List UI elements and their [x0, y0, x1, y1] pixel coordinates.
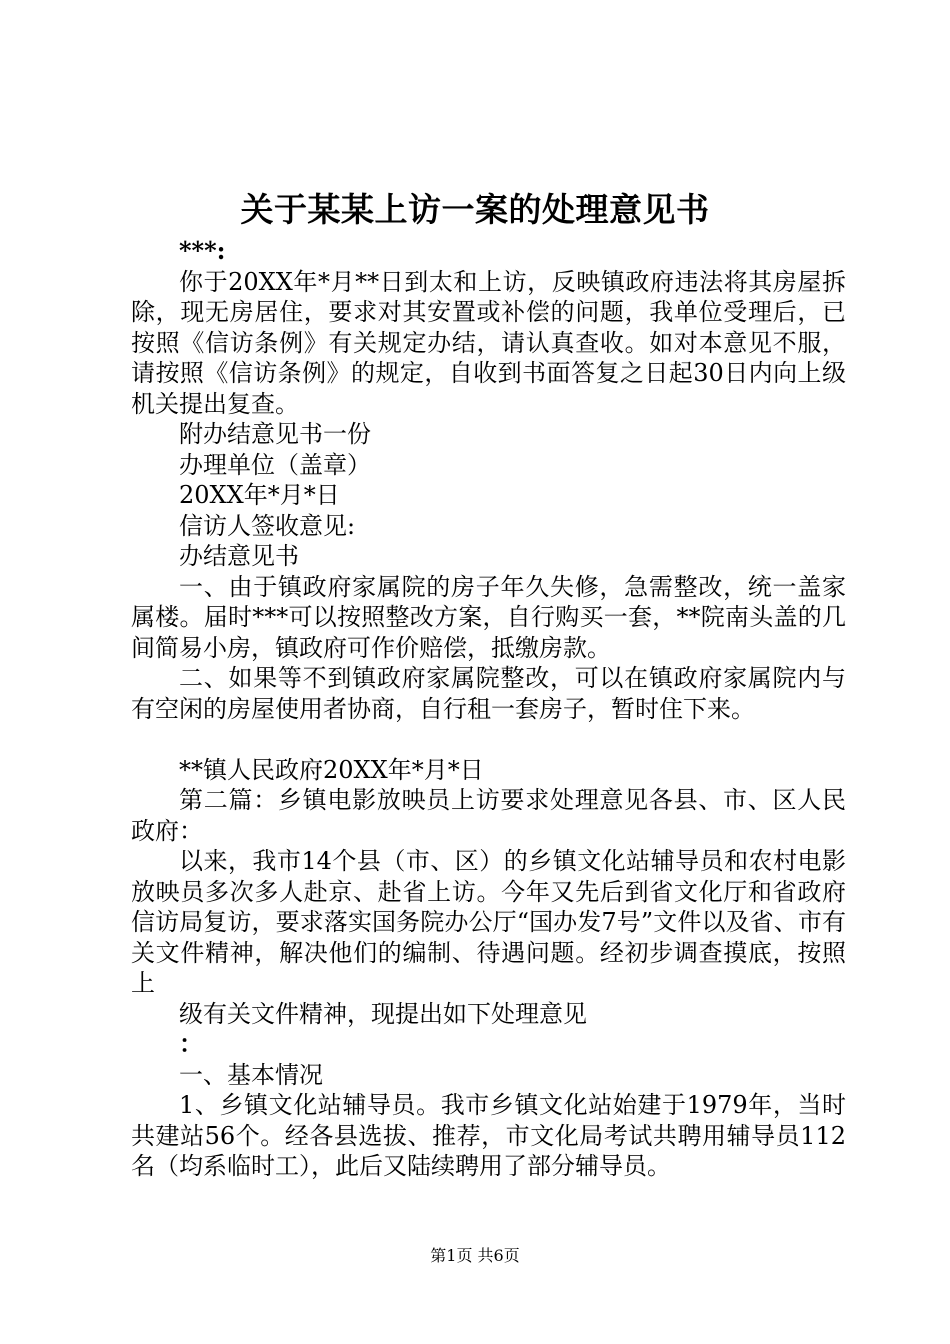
document-body — [131, 236, 846, 1182]
salutation: ***: — [179, 236, 226, 265]
paragraph-section-one: 1、乡镇文化站辅导员。我市乡镇文化站始建于1979年，当时共建站56个。经各县选拔、推荐，市文化局考试共聘用辅导员112名（均系临时工），此后又陆续聘用了部分辅导员。 — [131, 1091, 846, 1180]
paragraph-date: 20XX年*月*日 — [179, 481, 340, 509]
blank-line — [131, 724, 846, 755]
page-number: 第1页 共6页 — [430, 1246, 520, 1265]
paragraph-handling-unit: 办理单位（盖章） — [179, 450, 371, 479]
paragraph-receipt-opinion: 信访人签收意见: — [179, 511, 356, 540]
paragraph-colon: ： — [179, 1029, 203, 1058]
paragraph-attachment: 附办结意见书一份 — [179, 420, 371, 448]
document-title: 关于某某上访一案的处理意见书 — [240, 190, 710, 229]
paragraph-proposal: 级有关文件精神，现提出如下处理意见 — [179, 999, 587, 1028]
paragraph-item-one: 一、由于镇政府家属院的房子年久失修，急需整改，统一盖家属楼。届时***可以按照整改方案，自行购买一套，**院南头盖的几间简易小房，镇政府可作价赔偿，抵缴房款。 — [131, 572, 846, 662]
paragraph-section-heading: 一、基本情况 — [179, 1060, 323, 1089]
paragraph-closing-title: 办结意见书 — [179, 542, 299, 570]
paragraph-item-two: 二、如果等不到镇政府家属院整改，可以在镇政府家属院内与有空闲的房屋使用者协商，自行租一套房子，暂时住下来。 — [131, 664, 846, 723]
paragraph-signature: **镇人民政府20XX年*月*日 — [179, 755, 484, 784]
paragraph-background: 以来，我市14个县（市、区）的乡镇文化站辅导员和农村电影放映员多次多人赴京、赴省上访。今年又先后到省文化厅和省政府信访局复访，要求落实国务院办公厅“国办发7号”文件以及省、市有关文件精神，解决他们的编制、待遇问题。经初步调查摸底，按照上 — [131, 847, 846, 997]
paragraph-notice: 你于20XX年*月**日到太和上访，反映镇政府违法将其房屋拆除，现无房居住，要求对其安置或补偿的问题，我单位受理后，已按照《信访条例》有关规定办结，请认真查收。如对本意见不服，请按照《信访条例》的规定，自收到书面答复之日起30日内向上级机关提出复查。 — [131, 267, 846, 418]
paragraph-second-article: 第二篇：乡镇电影放映员上访要求处理意见各县、市、区人民政府： — [131, 786, 846, 845]
